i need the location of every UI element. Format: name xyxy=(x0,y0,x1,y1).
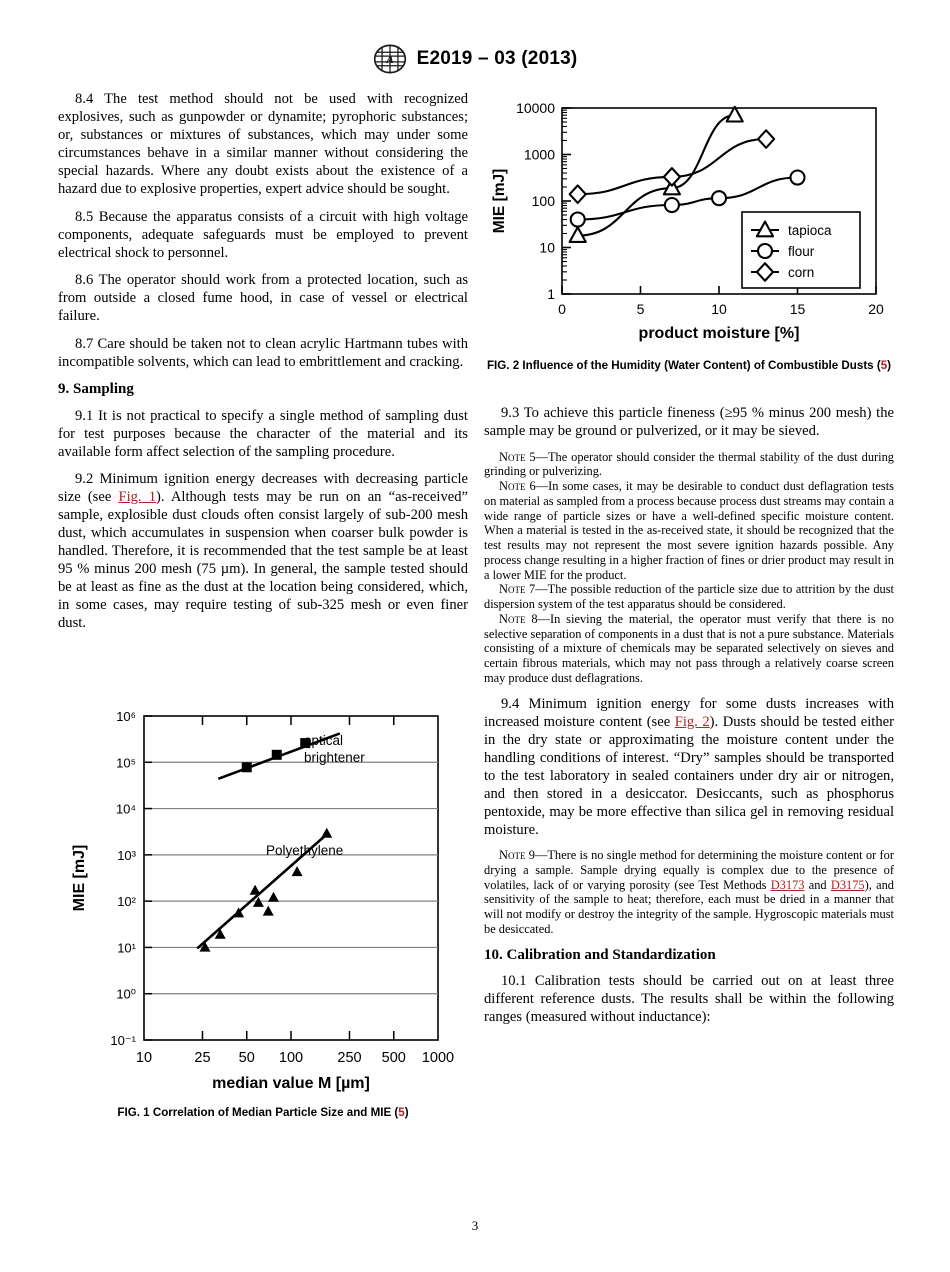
svg-text:10⁶: 10⁶ xyxy=(116,709,136,724)
svg-text:10³: 10³ xyxy=(117,847,136,863)
note-6-label: Note xyxy=(499,479,526,494)
svg-text:A: A xyxy=(385,53,394,66)
note-7 xyxy=(484,582,894,612)
note-8 xyxy=(484,612,894,686)
note-9-text-a: There is no single method for determining the moisture content or for drying a sample. Sample drying equally is complex due to the presence of volatiles, lack of or varying porosity (see Test Methods xyxy=(484,848,894,892)
d3175-reference-link[interactable]: D3175 xyxy=(830,877,865,892)
figure-1-chart xyxy=(58,700,468,1100)
paragraph-9-4-text-b: ). Dusts should be tested either in the dry state or approximating the moisture content under the handling conditions of interest. “Dry” samples should be transported to the test laboratory in sealed containers under dry air or nitrogen, and then stored in a desiccator. Desiccants, such as phosphorus pentoxide, may be more effective than silica gel in removing residual moisture. xyxy=(484,713,894,838)
note-9-text-b: and xyxy=(804,877,831,892)
svg-text:MIE [mJ]: MIE [mJ] xyxy=(491,168,508,234)
svg-text:10¹: 10¹ xyxy=(117,940,136,956)
note-5-text: The operator should consider the thermal stability of the dust during grinding or pulverizing. xyxy=(484,449,894,479)
svg-text:100: 100 xyxy=(531,193,555,209)
svg-text:tapioca: tapioca xyxy=(788,223,832,238)
svg-text:product moisture [%]: product moisture [%] xyxy=(638,325,800,342)
figure-2-caption xyxy=(484,358,894,373)
paragraph-8-7: 8.7 Care should be taken not to clean acrylic Hartmann tubes with incompatible solvents, which can lead to embrittlement and cracking. xyxy=(58,335,468,370)
paragraph-9-3: 9.3 To achieve this particle fineness (≥95 % minus 200 mesh) the sample may be ground or pulverized, or it may be sieved. xyxy=(484,405,894,440)
astm-logo xyxy=(373,44,407,74)
figure-2-citation: 5 xyxy=(880,359,888,372)
paragraph-9-4-text-a: 9.4 Minimum ignition energy for some dusts increases with increased moisture content (see xyxy=(484,695,894,730)
note-6-text: In some cases, it may be desirable to conduct dust deflagration tests on material as sampled from a process because process dust streams may contain a wide range of particle sizes or have a well-defined specific moisture content. When a material is tested in the as-received state, it should be recognized that the test results may not represent the most severe ignition hazards possible. Any process change resulting in a higher fraction of fines or drier product may result in a lower MIE for the product. xyxy=(484,479,894,582)
figure-1-caption-text-b: ) xyxy=(404,1106,409,1119)
section-heading-10: 10. Calibration and Standardization xyxy=(484,946,716,963)
svg-text:10: 10 xyxy=(135,1050,153,1066)
paragraph-8-6: 8.6 The operator should work from a protected location, such as from outside a closed fume hood, in case of vessel or electrical failure. xyxy=(58,272,468,325)
note-8-label: Note xyxy=(499,611,526,626)
note-5-label: Note xyxy=(499,449,526,464)
note-5 xyxy=(484,450,894,480)
standard-designation: E2019 – 03 (2013) xyxy=(416,48,578,69)
page-header xyxy=(0,44,950,74)
paragraph-9-2-text-b: ). Although tests may be run on an “as-received” sample, explosible dust clouds often consist largely of sub-200 mesh dust, which accumulates in suspension when coarser bulk powder is handled. Therefore, it is recommended that the test sample be at least 95 % minus 200 mesh (75 µm). In general, the sample tested should be at least as fine as the dust at the location being considered, which, in some cases, may require testing of sub-325 mesh or even finer dust. xyxy=(58,489,469,632)
svg-text:10⁴: 10⁴ xyxy=(115,801,136,817)
svg-text:25: 25 xyxy=(194,1050,211,1066)
paragraph-9-1: 9.1 It is not practical to specify a single method of sampling dust for test purposes because the character of the material and its available form affect selection of the sampling procedure. xyxy=(58,407,468,460)
svg-text:250: 250 xyxy=(337,1050,362,1066)
d3173-reference-link[interactable]: D3173 xyxy=(770,877,805,892)
paragraph-9-2-text-a: 9.2 Minimum ignition energy decreases with decreasing particle size (see xyxy=(58,471,468,506)
figure-1-reference-link[interactable]: Fig. 1 xyxy=(118,489,157,506)
note-7-number: 7— xyxy=(525,582,548,597)
svg-text:10²: 10² xyxy=(117,894,136,910)
section-heading-9: 9. Sampling xyxy=(58,381,134,398)
svg-text:1: 1 xyxy=(547,286,555,302)
note-6 xyxy=(484,479,894,582)
note-8-number: 8— xyxy=(525,611,550,626)
page-number: 3 xyxy=(471,1218,479,1233)
figure-2-chart xyxy=(484,92,894,352)
svg-text:flour: flour xyxy=(788,244,815,259)
svg-text:MIE [mJ]: MIE [mJ] xyxy=(71,844,88,912)
svg-text:10: 10 xyxy=(711,301,727,317)
svg-text:optical: optical xyxy=(304,733,344,748)
note-5-number: 5— xyxy=(525,449,548,464)
figure-2-reference-link[interactable]: Fig. 2 xyxy=(674,713,710,730)
paragraph-8-4: 8.4 The test method should not be used with recognized explosives, such as gunpowder or dynamite; pyrophoric substances; or, substances or mixtures of substances, which may under some circumstances behave in a similar manner without considering the special hazards. Where any doubt exists about the existence of a hazard due to explosive properties, expert advice should be sought. xyxy=(58,91,468,198)
figure-2-caption-text-b: ) xyxy=(887,359,892,372)
svg-text:10⁰: 10⁰ xyxy=(116,986,136,1002)
svg-text:1000: 1000 xyxy=(523,146,555,163)
note-6-number: 6— xyxy=(525,479,549,494)
svg-text:15: 15 xyxy=(789,301,806,317)
right-column xyxy=(484,404,894,1036)
figure-2 xyxy=(484,92,894,373)
note-9 xyxy=(484,848,894,937)
note-7-label: Note xyxy=(499,582,526,597)
svg-text:brightener: brightener xyxy=(304,750,365,765)
svg-text:corn: corn xyxy=(788,265,815,280)
svg-text:50: 50 xyxy=(238,1050,255,1066)
figure-1-caption xyxy=(58,1105,468,1120)
svg-text:20: 20 xyxy=(868,301,884,317)
svg-text:10⁻¹: 10⁻¹ xyxy=(110,1033,136,1048)
left-column xyxy=(58,90,468,642)
paragraph-8-5: 8.5 Because the apparatus consists of a circuit with high voltage components, adequate safeguards must be employed to prevent electrical shock to personnel. xyxy=(58,208,468,261)
svg-text:500: 500 xyxy=(381,1050,406,1066)
svg-text:0: 0 xyxy=(558,301,566,317)
paragraph-10-1: 10.1 Calibration tests should be carried out on at least three different reference dusts. The results shall be within the following ranges (measured without inductance): xyxy=(484,973,894,1026)
svg-text:5: 5 xyxy=(636,301,645,317)
figure-2-caption-text-a: FIG. 2 Influence of the Humidity (Water Content) of Combustible Dusts ( xyxy=(486,359,881,372)
svg-text:100: 100 xyxy=(278,1050,304,1066)
svg-text:median value M [µm]: median value M [µm] xyxy=(212,1075,370,1092)
paragraph-9-4 xyxy=(484,695,894,839)
figure-1-citation: 5 xyxy=(398,1106,405,1119)
note-9-text-c: ), and sensitivity of the sample to heat; therefore, each must be dried in a manner that will not modify or destroy the integrity of the sample. Hygroscopic materials must be desiccated. xyxy=(484,877,894,936)
svg-text:10: 10 xyxy=(539,239,555,256)
note-9-label: Note xyxy=(499,848,526,863)
note-8-text: In sieving the material, the operator must verify that there is no selective separation of components in a dust that is not a pure substance. Materials consisting of a mixture of chemicals may be separated selectively on sieves and certain fibrous materials, which may not pass through a relatively coarse screen may produce dust deflagrations. xyxy=(484,611,894,685)
svg-text:1000: 1000 xyxy=(421,1050,455,1066)
svg-text:Polyethylene: Polyethylene xyxy=(266,843,344,858)
svg-text:10000: 10000 xyxy=(516,100,555,116)
figure-1-caption-text-a: FIG. 1 Correlation of Median Particle Size and MIE ( xyxy=(117,1106,399,1119)
note-7-text: The possible reduction of the particle size due to attrition by the dust dispersion system of the test apparatus should be considered. xyxy=(484,582,895,612)
figure-1 xyxy=(58,700,468,1120)
svg-text:10⁵: 10⁵ xyxy=(116,755,136,771)
paragraph-9-2 xyxy=(58,470,468,632)
note-9-number: 9— xyxy=(525,848,548,863)
